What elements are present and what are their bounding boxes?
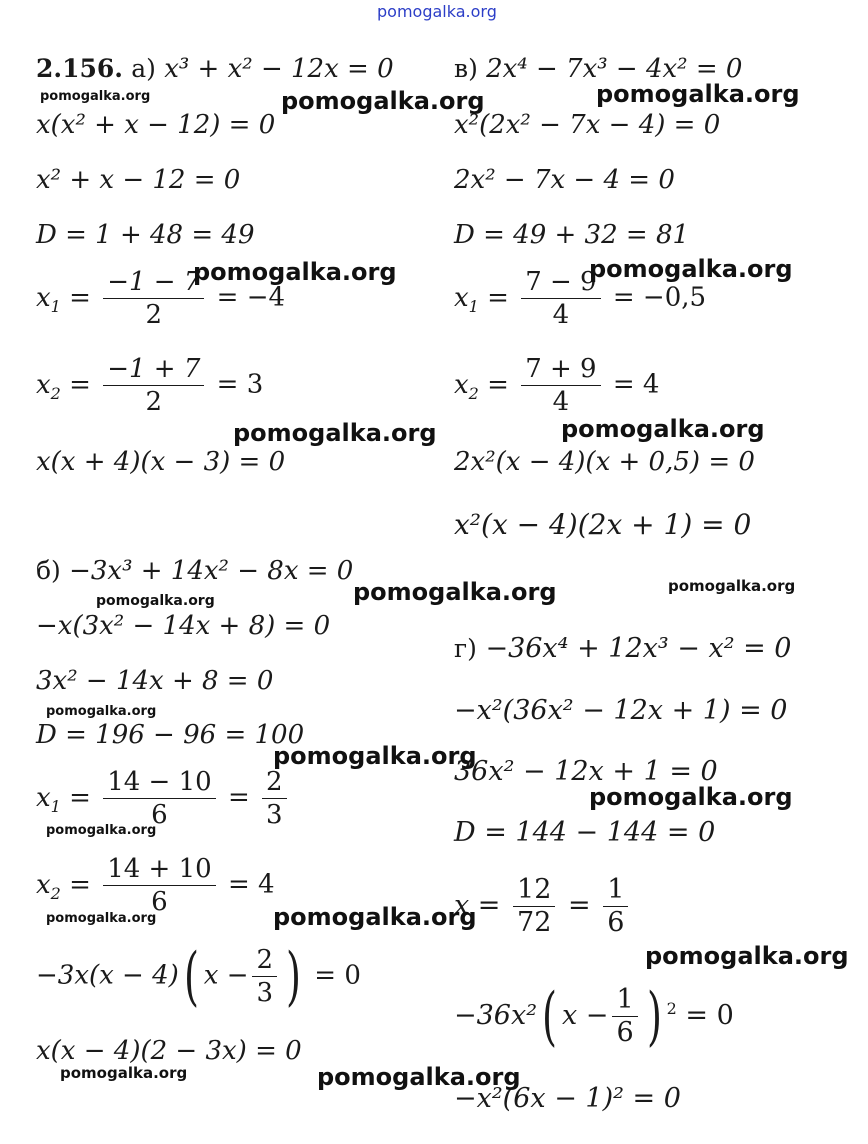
part-b-header <box>36 556 353 586</box>
watermark: pomogalka.org <box>46 911 157 926</box>
watermark: pomogalka.org <box>193 258 397 286</box>
part-a-x2: $x_2$ = $\frac{-1 + 7}{2}$ = 3 <box>36 354 264 417</box>
part-b-eq1: −3x³ + 14x² − 8x = 0 <box>69 556 354 586</box>
part-g-eq3: 36x² − 12x + 1 = 0 <box>454 756 718 787</box>
watermark-top: pomogalka.org <box>377 2 497 21</box>
watermark: pomogalka.org <box>60 1064 188 1082</box>
part-g-label: г) <box>454 634 477 663</box>
part-b-x2-fraction: $\frac{14 + 10}{6}$ <box>103 853 215 918</box>
part-a-eq1: x³ + x² − 12x = 0 <box>164 54 394 84</box>
part-a-eq3: x² + x − 12 = 0 <box>36 165 241 195</box>
part-g-x-result: $\frac{1}{6}$ <box>603 874 628 939</box>
part-b-eq5-fraction: $\frac{2}{3}$ <box>252 944 277 1009</box>
watermark: pomogalka.org <box>281 87 485 115</box>
part-v-eq2: x²(2x² − 7x − 4) = 0 <box>454 110 721 140</box>
problem-number: 2.156. <box>36 54 123 83</box>
part-v-label: в) <box>454 54 478 83</box>
part-a-eq2: x(x² + x − 12) = 0 <box>36 110 276 140</box>
part-v-x1-fraction: $\frac{7 - 9}{4}$ <box>521 266 600 331</box>
part-v-x2: $x_2$ = $\frac{7 + 9}{4}$ = 4 <box>454 354 660 417</box>
part-v-eq6: x²(x − 4)(2x + 1) = 0 <box>454 508 752 541</box>
part-a-x1: $x_1$ = $\frac{-1 - 7}{2}$ = −4 <box>36 267 286 330</box>
part-b-eq2: −x(3x² − 14x + 8) = 0 <box>36 611 331 641</box>
watermark: pomogalka.org <box>46 704 157 719</box>
watermark: pomogalka.org <box>668 577 796 595</box>
part-g-eq4: D = 144 − 144 = 0 <box>454 817 716 848</box>
watermark: pomogalka.org <box>645 942 849 970</box>
watermark: pomogalka.org <box>273 742 477 770</box>
part-v-eq3: 2x² − 7x − 4 = 0 <box>454 165 675 195</box>
part-b-label: б) <box>36 556 61 585</box>
watermark: pomogalka.org <box>596 80 800 108</box>
part-b-x2: $x_2$ = $\frac{14 + 10}{6}$ = 4 <box>36 854 275 917</box>
part-b-x1: $x_1$ = $\frac{14 - 10}{6}$ = $\frac{2}{3}$ <box>36 766 291 831</box>
watermark: pomogalka.org <box>589 255 793 283</box>
part-g-header <box>454 634 791 664</box>
part-b-x1-result: $\frac{2}{3}$ <box>262 766 287 831</box>
part-b-eq5: −3x(x − 4)( x − $\frac{2}{3}$ ) = 0 <box>36 939 361 1014</box>
part-g-eq5-fraction: $\frac{1}{6}$ <box>612 984 637 1049</box>
part-b-eq3: 3x² − 14x + 8 = 0 <box>36 666 274 696</box>
part-a-eq4: D = 1 + 48 = 49 <box>36 220 255 250</box>
part-v-x1: $x_1$ = $\frac{7 - 9}{4}$ = −0,5 <box>454 267 707 330</box>
part-v-eq5: 2x²(x − 4)(x + 0,5) = 0 <box>454 447 755 477</box>
watermark: pomogalka.org <box>589 783 793 811</box>
watermark: pomogalka.org <box>273 903 477 931</box>
part-b-x1-fraction: $\frac{14 - 10}{6}$ <box>103 766 215 831</box>
problem-header-a <box>36 54 394 84</box>
part-a-label: а) <box>131 54 156 83</box>
watermark: pomogalka.org <box>317 1063 521 1091</box>
part-g-eq5: −36x²( x − $\frac{1}{6}$ ) $^2$ = 0 <box>454 979 734 1054</box>
watermark: pomogalka.org <box>561 415 765 443</box>
part-g-eq6: −x²(6x − 1)² = 0 <box>454 1083 681 1114</box>
part-b-eq4: D = 196 − 96 = 100 <box>36 720 305 750</box>
part-v-eq4: D = 49 + 32 = 81 <box>454 220 690 250</box>
part-g-x: x = $\frac{12}{72}$ = $\frac{1}{6}$ <box>454 874 632 939</box>
watermark: pomogalka.org <box>40 89 151 104</box>
part-a-eq5: x(x + 4)(x − 3) = 0 <box>36 447 286 477</box>
part-g-eq1: −36x⁴ + 12x³ − x² = 0 <box>485 633 792 664</box>
watermark: pomogalka.org <box>353 578 557 606</box>
watermark: pomogalka.org <box>233 419 437 447</box>
part-g-eq2: −x²(36x² − 12x + 1) = 0 <box>454 695 788 726</box>
part-a-x1-fraction: $\frac{-1 - 7}{2}$ <box>103 266 204 331</box>
part-v-x2-fraction: $\frac{7 + 9}{4}$ <box>521 353 600 418</box>
part-b-eq6: x(x − 4)(2 − 3x) = 0 <box>36 1036 302 1066</box>
part-a-x2-fraction: $\frac{-1 + 7}{2}$ <box>103 353 204 418</box>
watermark: pomogalka.org <box>96 593 215 609</box>
part-g-x-fraction: $\frac{12}{72}$ <box>513 874 555 939</box>
part-v-eq1: 2x⁴ − 7x³ − 4x² = 0 <box>486 54 743 84</box>
watermark: pomogalka.org <box>46 823 157 838</box>
